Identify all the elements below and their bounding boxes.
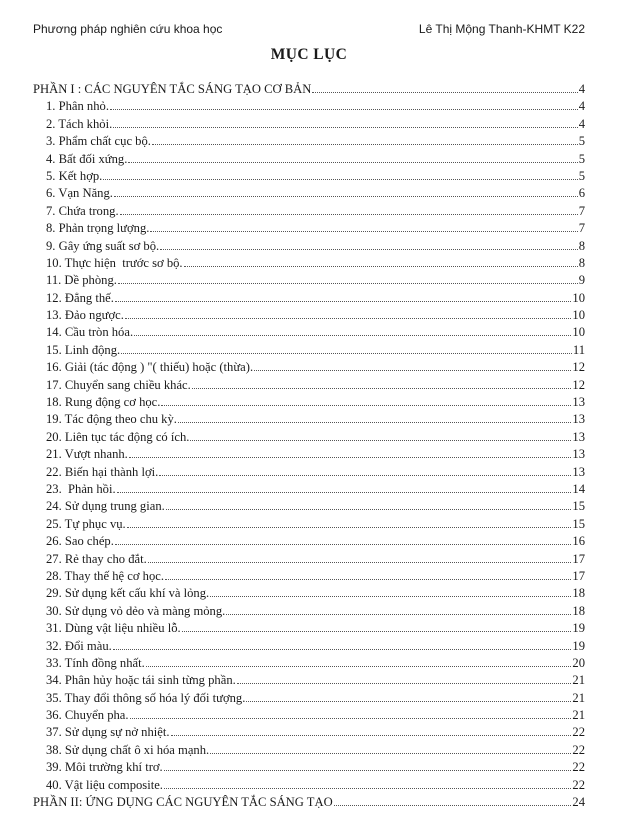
- dot-leader: [127, 516, 572, 528]
- toc-entry[interactable]: [33, 707, 585, 724]
- dot-leader: [113, 638, 572, 650]
- toc-entry[interactable]: [33, 394, 585, 411]
- toc-page-number: 22: [572, 760, 585, 775]
- toc-entry[interactable]: [33, 742, 585, 759]
- toc-entry-label: 11. Dề phòng.: [46, 273, 117, 288]
- dot-leader: [160, 238, 578, 250]
- toc-entry[interactable]: [33, 238, 585, 255]
- toc-entry-label: 19. Tác động theo chu kỳ.: [46, 412, 177, 427]
- toc-page-number: 14: [572, 481, 585, 496]
- header-course-title: Phương pháp nghiên cứu khoa học: [33, 22, 223, 36]
- dot-leader: [182, 620, 572, 632]
- toc-entry-label: 28. Thay thế hệ cơ học.: [46, 568, 164, 583]
- toc-entry[interactable]: [33, 568, 585, 585]
- toc-page-number: 22: [572, 777, 585, 792]
- toc-entry-label: 3. Phẩm chất cục bộ.: [46, 134, 151, 149]
- toc-entry[interactable]: [33, 411, 585, 428]
- toc-entry[interactable]: [33, 429, 585, 446]
- dot-leader: [113, 116, 577, 128]
- toc-entry-label: PHẦN II: ỨNG DỤNG CÁC NGUYÊN TẮC SÁNG TẠO: [33, 795, 333, 810]
- toc-entry-label: 22. Biến hại thành lợi.: [46, 464, 159, 479]
- toc-entry-label: 18. Rung động cơ học.: [46, 395, 161, 410]
- toc-entry-label: 6. Vạn Năng.: [46, 186, 113, 201]
- toc-entry[interactable]: [33, 516, 585, 533]
- header-author: Lê Thị Mộng Thanh-KHMT K22: [418, 22, 585, 36]
- toc-page-number: 10: [572, 308, 585, 323]
- toc-entry[interactable]: [33, 690, 585, 707]
- toc-entry-label: 26. Sao chép.: [46, 534, 114, 549]
- toc-entry-label: 12. Đẳng thế.: [46, 290, 114, 305]
- toc-entry-label: 20. Liên tục tác động có ích.: [46, 429, 190, 444]
- table-of-contents: [33, 81, 585, 811]
- toc-page-number: 16: [572, 534, 585, 549]
- toc-entry[interactable]: [33, 133, 585, 150]
- dot-leader: [129, 446, 572, 458]
- toc-entry[interactable]: [33, 655, 585, 672]
- dot-leader: [171, 724, 572, 736]
- toc-entry[interactable]: [33, 324, 585, 341]
- toc-entry[interactable]: [33, 290, 585, 307]
- toc-entry[interactable]: [33, 255, 585, 272]
- dot-leader: [161, 394, 571, 406]
- dot-leader: [184, 255, 578, 267]
- toc-part-heading[interactable]: [33, 81, 585, 98]
- toc-entry[interactable]: [33, 446, 585, 463]
- dot-leader: [159, 464, 571, 476]
- toc-page-number: 13: [572, 464, 585, 479]
- toc-entry[interactable]: [33, 620, 585, 637]
- toc-page-number: 13: [572, 395, 585, 410]
- dot-leader: [148, 551, 572, 563]
- toc-entry[interactable]: [33, 759, 585, 776]
- dot-leader: [114, 185, 578, 197]
- toc-page-number: 5: [578, 168, 585, 183]
- toc-page-number: 21: [572, 708, 585, 723]
- dot-leader: [121, 342, 572, 354]
- toc-page-number: 18: [572, 586, 585, 601]
- toc-part-heading[interactable]: [33, 794, 585, 811]
- dot-leader: [334, 794, 572, 806]
- toc-entry[interactable]: [33, 498, 585, 515]
- toc-page-number: 15: [572, 516, 585, 531]
- toc-entry[interactable]: [33, 638, 585, 655]
- toc-page-number: 13: [572, 429, 585, 444]
- toc-entry-label: 35. Thay đổi thông số hóa lý đối tượng.: [46, 690, 246, 705]
- toc-entry[interactable]: [33, 342, 585, 359]
- running-header: [33, 22, 585, 36]
- toc-entry-label: 2. Tách khỏi.: [46, 116, 113, 131]
- dot-leader: [192, 377, 572, 389]
- toc-entry[interactable]: [33, 464, 585, 481]
- toc-entry[interactable]: [33, 272, 585, 289]
- dot-leader: [226, 603, 571, 615]
- toc-entry-label: 1. Phân nhỏ.: [46, 99, 109, 114]
- toc-page-number: 24: [572, 795, 585, 810]
- toc-entry-label: 5. Kết hợp.: [46, 168, 103, 183]
- toc-entry-label: 14. Cầu tròn hóa.: [46, 325, 134, 340]
- toc-entry[interactable]: [33, 777, 585, 794]
- toc-entry-label: 23. Phản hồi.: [46, 481, 116, 496]
- toc-entry[interactable]: [33, 672, 585, 689]
- toc-entry-label: 24. Sử dụng trung gian.: [46, 499, 165, 514]
- toc-entry-label: 34. Phân hủy hoặc tái sinh từng phần.: [46, 673, 236, 688]
- toc-page-number: 12: [572, 377, 585, 392]
- toc-page-number: 17: [572, 551, 585, 566]
- toc-entry[interactable]: [33, 116, 585, 133]
- toc-page-number: 5: [578, 134, 585, 149]
- toc-entry-label: 32. Đổi màu.: [46, 638, 112, 653]
- toc-page-number: 21: [572, 690, 585, 705]
- dot-leader: [237, 672, 572, 684]
- toc-page-number: 7: [578, 221, 585, 236]
- toc-entry-label: 4. Bất đối xứng.: [46, 151, 128, 166]
- toc-entry-label: 37. Sử dụng sự nở nhiệt.: [46, 725, 170, 740]
- toc-page-number: 13: [572, 412, 585, 427]
- toc-entry-label: 16. Giải (tác động ) "( thiếu) hoặc (thừa).: [46, 360, 254, 375]
- dot-leader: [146, 655, 572, 667]
- dot-leader: [152, 133, 578, 145]
- dot-leader: [164, 759, 572, 771]
- toc-page-number: 10: [572, 290, 585, 305]
- dot-leader: [178, 411, 571, 423]
- toc-entry[interactable]: [33, 220, 585, 237]
- toc-entry-label: 27. Rẻ thay cho đắt.: [46, 551, 147, 566]
- dot-leader: [118, 272, 578, 284]
- toc-page-number: 6: [578, 186, 585, 201]
- dot-leader: [190, 429, 571, 441]
- toc-page-number: 10: [572, 325, 585, 340]
- dot-leader: [115, 290, 572, 302]
- dot-leader: [130, 707, 572, 719]
- toc-page-number: 4: [578, 99, 585, 114]
- dot-leader: [165, 568, 571, 580]
- dot-leader: [164, 777, 571, 789]
- dot-leader: [125, 307, 572, 319]
- dot-leader: [312, 81, 577, 93]
- toc-entry-label: 10. Thực hiện trước sơ bộ.: [46, 255, 183, 270]
- toc-entry[interactable]: [33, 307, 585, 324]
- toc-page-number: 13: [572, 447, 585, 462]
- toc-entry[interactable]: [33, 724, 585, 741]
- toc-entry[interactable]: [33, 185, 585, 202]
- toc-entry[interactable]: [33, 377, 585, 394]
- toc-entry-label: 21. Vượt nhanh.: [46, 447, 128, 462]
- toc-entry-label: 13. Đảo ngược.: [46, 308, 124, 323]
- toc-page-number: 19: [572, 621, 585, 636]
- toc-entry-label: 40. Vật liệu composite.: [46, 777, 163, 792]
- toc-entry[interactable]: [33, 203, 585, 220]
- toc-entry[interactable]: [33, 585, 585, 602]
- dot-leader: [150, 220, 577, 232]
- dot-leader: [120, 203, 578, 215]
- dot-leader: [117, 481, 572, 493]
- toc-entry-label: 15. Linh động.: [46, 342, 121, 357]
- toc-page-number: 20: [572, 655, 585, 670]
- toc-entry[interactable]: [33, 481, 585, 498]
- toc-entry[interactable]: [33, 551, 585, 568]
- dot-leader: [110, 98, 578, 110]
- toc-page-number: 7: [578, 203, 585, 218]
- toc-page-number: 17: [572, 568, 585, 583]
- toc-entry-label: 9. Gây ứng suất sơ bộ.: [46, 238, 160, 253]
- toc-entry[interactable]: [33, 151, 585, 168]
- toc-entry[interactable]: [33, 168, 585, 185]
- toc-page-number: 22: [572, 725, 585, 740]
- toc-page-number: 5: [578, 151, 585, 166]
- toc-entry-label: 31. Dùng vật liệu nhiều lỗ.: [46, 621, 181, 636]
- toc-page-number: 18: [572, 603, 585, 618]
- toc-entry-label: 39. Môi trường khí trơ.: [46, 760, 163, 775]
- dot-leader: [103, 168, 577, 180]
- dot-leader: [166, 498, 572, 510]
- toc-entry-label: 8. Phản trọng lượng.: [46, 221, 150, 236]
- toc-page-number: 22: [572, 742, 585, 757]
- toc-page-number: 11: [572, 342, 585, 357]
- dot-leader: [134, 324, 571, 336]
- toc-entry-label: 33. Tính đồng nhất.: [46, 655, 145, 670]
- toc-page-number: 4: [578, 116, 585, 131]
- toc-page-number: 19: [572, 638, 585, 653]
- toc-entry-label: 17. Chuyển sang chiều khác.: [46, 377, 191, 392]
- dot-leader: [128, 151, 577, 163]
- toc-page-number: 4: [578, 82, 585, 96]
- dot-leader: [210, 742, 571, 754]
- toc-entry-label: PHẦN I : CÁC NGUYÊN TẮC SÁNG TẠO CƠ BẢN: [33, 82, 312, 96]
- toc-page-number: 8: [578, 255, 585, 270]
- toc-entry[interactable]: [33, 603, 585, 620]
- toc-entry-label: 36. Chuyển pha.: [46, 708, 129, 723]
- toc-entry-label: 30. Sử dụng vỏ dẻo và màng mỏng.: [46, 603, 226, 618]
- dot-leader: [115, 533, 572, 545]
- toc-entry-label: 38. Sử dụng chất ô xi hóa mạnh.: [46, 742, 210, 757]
- toc-entry-label: 25. Tự phục vụ.: [46, 516, 126, 531]
- toc-page-number: 8: [578, 238, 585, 253]
- toc-entry[interactable]: [33, 98, 585, 115]
- dot-leader: [210, 585, 571, 597]
- dot-leader: [254, 359, 571, 371]
- page-title: MỤC LỤC: [270, 46, 348, 63]
- toc-entry[interactable]: [33, 533, 585, 550]
- toc-entry[interactable]: [33, 359, 585, 376]
- toc-page-number: 12: [572, 360, 585, 375]
- toc-page-number: 9: [578, 273, 585, 288]
- toc-entry-label: 7. Chứa trong.: [46, 203, 119, 218]
- dot-leader: [246, 690, 571, 702]
- toc-entry-label: 29. Sử dụng kết cấu khí và lỏng.: [46, 586, 210, 601]
- toc-page-number: 21: [572, 673, 585, 688]
- toc-page-number: 15: [572, 499, 585, 514]
